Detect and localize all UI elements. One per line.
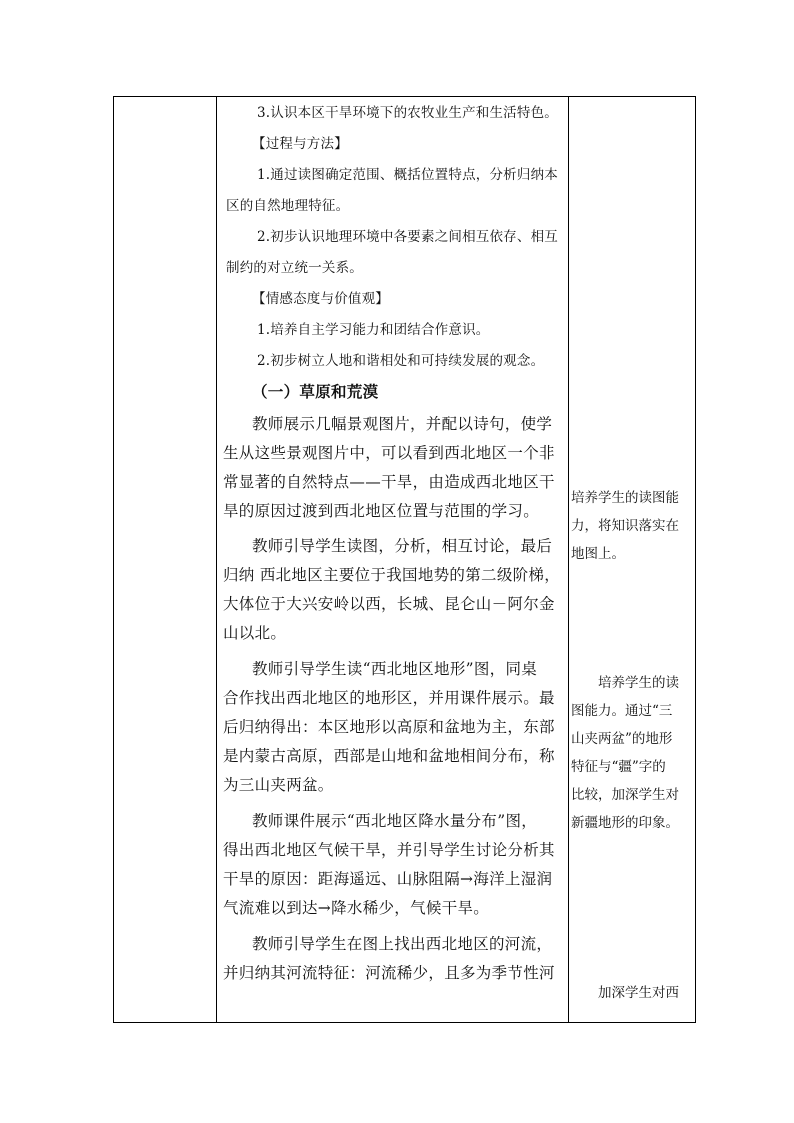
note-line: 山夹两盆”的地形 bbox=[571, 731, 673, 747]
note-line: 培养学生的读图能 bbox=[571, 490, 679, 506]
objective-line: 2.初步认识地理环境中各要素之间相互依存、相互 bbox=[257, 229, 558, 245]
body-line: 为三山夹两盆。 bbox=[223, 776, 334, 794]
note-line: 培养学生的读 bbox=[598, 675, 679, 691]
note-line: 力，将知识落实在 bbox=[571, 518, 679, 534]
note-line: 比较，加深学生对 bbox=[571, 787, 679, 803]
objective-line: 制约的对立统一关系。 bbox=[226, 260, 363, 276]
column-divider-right bbox=[568, 97, 569, 1022]
note-line: 加深学生对西 bbox=[598, 985, 679, 1001]
body-line: 山以北。 bbox=[223, 624, 287, 642]
objective-heading-attitude: 【情感态度与价值观】 bbox=[252, 291, 389, 307]
body-line: 归纳 西北地区主要位于我国地势的第二级阶梯， bbox=[223, 566, 561, 584]
body-line: 气流难以到达→降水稀少，气候干旱。 bbox=[223, 899, 490, 917]
body-line: 教师引导学生读图，分析，相互讨论，最后 bbox=[252, 537, 553, 555]
column-divider-left bbox=[216, 97, 217, 1022]
body-line: 教师引导学生在图上找出西北地区的河流， bbox=[252, 935, 553, 953]
objective-heading-process: 【过程与方法】 bbox=[252, 136, 348, 152]
note-line: 图能力。通过“三 bbox=[571, 703, 673, 719]
body-line: 教师引导学生读“西北地区地形”图，同桌 bbox=[252, 660, 538, 678]
body-line: 合作找出西北地区的地形区，并用课件展示。最 bbox=[223, 689, 555, 707]
body-line: 得出西北地区气候干旱，并引导学生讨论分析其 bbox=[223, 841, 555, 859]
note-line: 特征与“疆”字的 bbox=[571, 759, 666, 775]
body-line: 常显著的自然特点——干旱，由造成西北地区干 bbox=[223, 473, 555, 491]
objective-line: 1.通过读图确定范围、概括位置特点，分析归纳本 bbox=[257, 167, 558, 183]
body-line: 教师展示几幅景观图片，并配以诗句，使学 bbox=[252, 415, 553, 433]
body-line: 教师课件展示“西北地区降水量分布”图， bbox=[252, 812, 538, 830]
body-line: 后归纳得出：本区地形以高原和盆地为主，东部 bbox=[223, 718, 555, 736]
section-heading: （一）草原和荒漠 bbox=[252, 383, 379, 401]
note-line: 新疆地形的印象。 bbox=[571, 815, 679, 831]
body-line: 生从这些景观图片中，可以看到西北地区一个非 bbox=[223, 444, 555, 462]
body-line: 大体位于大兴安岭以西，长城、昆仑山－阿尔金 bbox=[223, 595, 555, 613]
body-line: 并归纳其河流特征：河流稀少，且多为季节性河 bbox=[223, 964, 555, 982]
note-line: 地图上。 bbox=[571, 546, 625, 562]
objective-line: 1.培养自主学习能力和团结合作意识。 bbox=[257, 322, 490, 338]
body-line: 干旱的原因：距海遥远、山脉阻隔→海洋上湿润 bbox=[223, 870, 553, 888]
objective-line: 区的自然地理特征。 bbox=[226, 198, 350, 214]
body-line: 是内蒙古高原，西部是山地和盆地相间分布，称 bbox=[223, 747, 555, 765]
objective-line: 2.初步树立人地和谐相处和可持续发展的观念。 bbox=[257, 353, 545, 369]
objective-line: 3.认识本区干旱环境下的农牧业生产和生活特色。 bbox=[257, 105, 558, 121]
body-line: 旱的原因过渡到西北地区位置与范围的学习。 bbox=[223, 502, 540, 520]
